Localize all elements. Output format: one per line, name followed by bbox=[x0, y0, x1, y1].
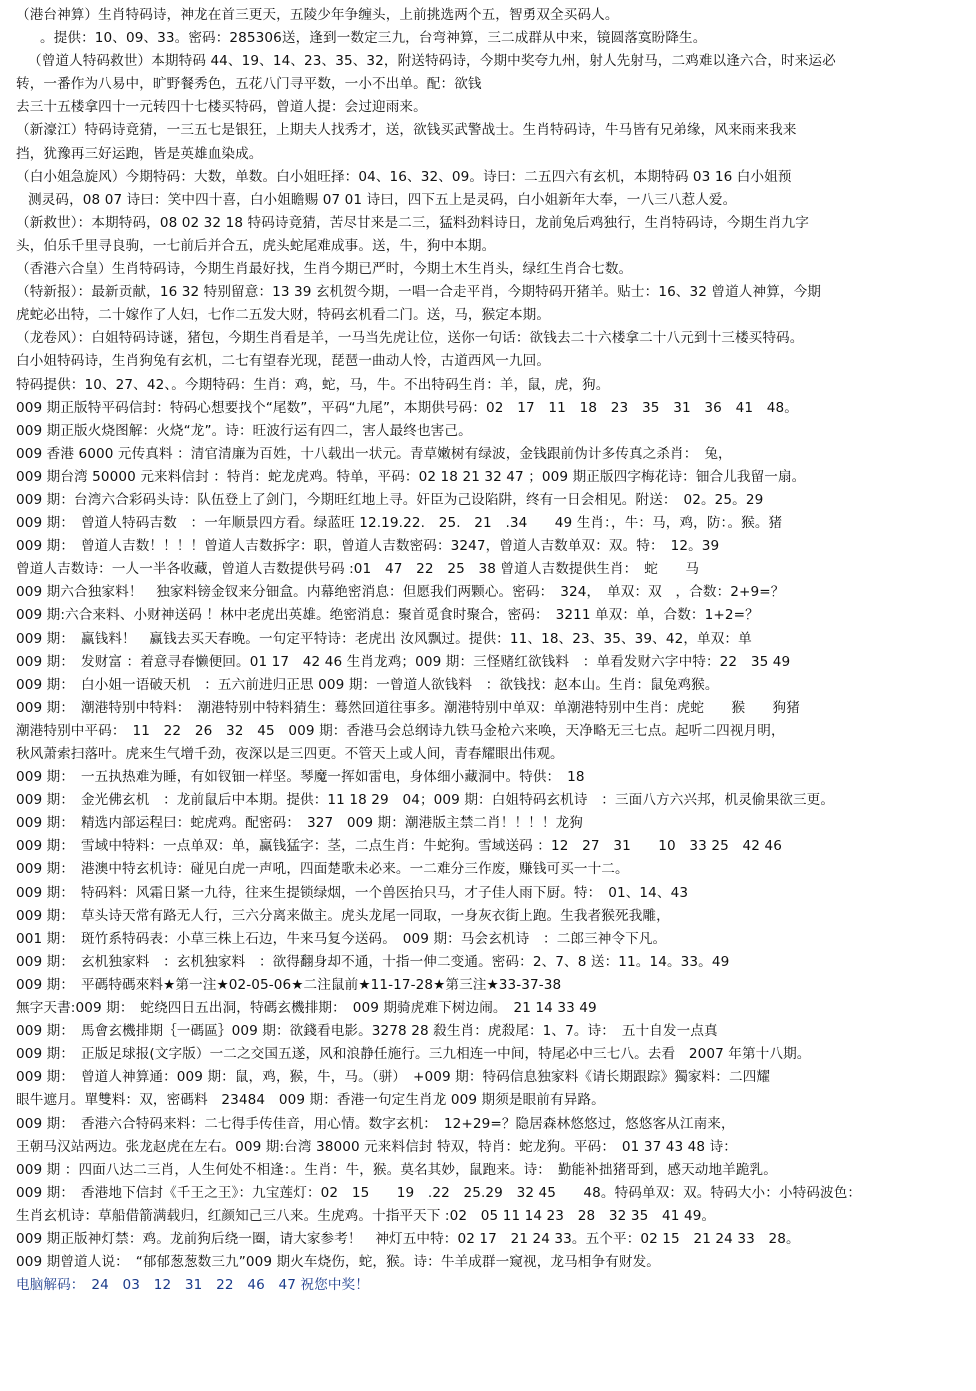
text-line: 009 期： 香港六合特码来料：二七得手传佳音，用心情。数字玄机： 12+29=？隐居森林悠悠过，悠悠客从江南来， bbox=[16, 1115, 735, 1132]
text-line: 009 期： 发财富 ：着意寻春懒便回。01 17 42 46 生肖龙鸡；009 期：三怪赌红欲钱料 ：单看发财六字中特：22 35 49 bbox=[16, 653, 791, 670]
text-line: 曾道人吉数诗：一人一半各收藏，曾道人吉数提供号码 :01 47 22 25 38 曾道人吉数提供生肖： 蛇 马 bbox=[16, 561, 700, 578]
text-line: 009 香港 6000 元传真料 ：清官清廉为百姓，十八载出一状元。青草嫩树有绿波，金钱跟前伪计多传真之杀肖： 兔， bbox=[16, 445, 732, 462]
text-line: 009 期台湾 50000 元来料信封 ：特肖：蛇龙虎鸡。特单，平码：02 18 21 32 47 ；009 期正版四字梅花诗：钿合儿我留一扇。 bbox=[16, 468, 806, 485]
text-line: 009 期： 金光佛玄机 ：龙前鼠后中本期。提供：11 18 29 04；009 期：白姐特码玄机诗 ：三面八方六兴邦，机灵偷果欲三更。 bbox=[16, 792, 835, 809]
text-line: 009 期正版神灯禁：鸡。龙前狗后绕一圈，请大家参考！ 神灯五中特：02 17 21 24 33。五个平：02 15 21 24 33 28。 bbox=[16, 1230, 800, 1247]
text-line: （新救世）：本期特码，08 02 32 18 特码诗竟猜，苦尽甘来是二三，猛料劲料诗日，龙前兔后鸡独行，生肖特码诗，今期生肖九字 bbox=[16, 214, 809, 231]
text-line: 無字天書:009 期： 蛇绕四日五出洞，特碼玄機排期： 009 期骑虎难下树边闹。 21 14 33 49 bbox=[16, 1000, 597, 1017]
text-line: （新濠江）特码诗竟猜，一三五七是银狂，上期夫人找秀才，送，欲钱买武警战士。生肖特码诗，牛马皆有兄弟缘，风来雨来我来 bbox=[16, 122, 797, 139]
text-line: 009 期： 赢钱料！ 赢钱去买天春晚。一句定平特诗：老虎出 汝风飘过。提供：11、18、23、35、39、42，单双：单 bbox=[16, 630, 752, 647]
text-line: 009 期： 平碼特碼來料★第一注★02-05-06★二注鼠前★11-17-28★第三注★33-37-38 bbox=[16, 976, 562, 993]
text-line: 009 期： 正版足球报(文字版）一二之交国五遂，风和浪静任施行。三九相连一中间，特尾必中三七八。去看 2007 年第十八期。 bbox=[16, 1046, 811, 1063]
text-line: 009 期曾道人说： “郁郁葱葱数三九”009 期火车烧伤，蛇，猴。诗：牛羊成群一窥视，龙马相争有财发。 bbox=[16, 1254, 660, 1271]
text-line: 009 期： 曾道人吉数！！！！曾道人吉数拆字：职，曾道人吉数密码：3247，曾道人吉数单双：双。特： 12。39 bbox=[16, 538, 720, 555]
text-line: （特新报）：最新贡献，16 32 特别留意：13 39 玄机贺今期，一唱一合走平肖，今期特码开猪羊。贴士：16、32 曾道人神算，今期 bbox=[16, 284, 821, 301]
text-line: 秋风萧索扫落叶。虎来生气增千劲，夜深以是三四更。不管天上或人间，青春耀眼出伟观。 bbox=[16, 746, 564, 762]
text-line: 009 期： 玄机独家料 ：玄机独家料 ：欲得翻身却不通，十指一伸二变通。密码：2、7、8 送：11。14。33。49 bbox=[16, 953, 730, 970]
text-line: 009 期： 特码料：风霜日紧一九待，往来生提锁绿烟，一个兽医抬只马，才子佳人雨下厨。特： 01、14、43 bbox=[16, 884, 689, 901]
decode-line: 电脑解码： 24 03 12 31 22 46 47 祝您中奖！ bbox=[16, 1277, 369, 1294]
text-line: 头，伯乐千里寻良驹，一七前后并合五，虎头蛇尾难成事。送，牛，狗中本期。 bbox=[16, 237, 496, 254]
text-line: 特码提供：10、27、42、。今期特码：生肖：鸡，蛇，马，牛。不出特码生肖：羊，鼠，虎，狗。 bbox=[16, 376, 610, 393]
text-line: 009 期： 港澳中特玄机诗：碰见白虎一声吼，四面楚歌未必来。一二难分三作废，赚钱可买一十二。 bbox=[16, 861, 629, 878]
text-line: 测灵码，08 07 诗曰：笑中四十喜，白小姐瞻赐 07 01 诗曰，四下五上是灵码，白小姐新年大奉，一八三八惹人爱。 bbox=[28, 191, 737, 208]
text-line: 挡，犹豫再三好运跑，皆是英雄血染成。 bbox=[16, 145, 263, 162]
text-line: 009 期： 曾道人特码吉数 ：一年顺景四方看。绿蓝旺 12.19.22. 25. 21 .34 49 生肖：，牛：马，鸡，防：。猴。猪 bbox=[16, 515, 783, 532]
text-line: 去三十五楼拿四十一元转四十七楼买特码，曾道人提：会过迎雨来。 bbox=[16, 99, 427, 116]
text-line: （香港六合皇）生肖特码诗，今期生肖最好找，生肖今期已严时，今期土木生肖头，绿红生肖合七数。 bbox=[16, 261, 633, 278]
text-line: 009 期： 潮港特别中特料： 潮港特别中特料猜生：蓦然回道往事多。潮港特别中单双：单潮港特别中生肖：虎蛇 猴 狗猪 bbox=[16, 699, 800, 716]
text-line: （港台神算）生肖特码诗，神龙在首三更天，五陵少年争缠头，上前挑选两个五，智勇双全买码人。 bbox=[16, 7, 619, 23]
text-line: 009 期： 曾道人神算通：009 期：鼠，鸡，猴，牛，马。（骈） +009 期：特码信息独家料《请长期跟踪》獨家料：二四耀 bbox=[16, 1069, 771, 1086]
text-line: （龙卷风）：白姐特码诗谜，猪包，今期生肖看是羊，一马当先虎让位，送你一句话：欲钱去二十六楼拿二十八元到十三楼买特码。 bbox=[16, 330, 804, 347]
text-line: 009 期： 精选内部运程曰：蛇虎鸡。配密码： 327 009 期：潮港版主禁二肖！！！！龙狗 bbox=[16, 815, 583, 832]
text-line: 001 期： 斑竹系特码表：小草三株上石边，牛来马复今送码。 009 期：马会玄机诗 ：二郎三神令下凡。 bbox=[16, 930, 667, 947]
text-line: 生肖玄机诗：草船借箭满载归，红颜知己三八来。生虎鸡。十指平天下 :02 05 11 14 23 28 32 35 41 49。 bbox=[16, 1207, 716, 1224]
text-line: 009 期正版火烧图解：火烧“龙”。诗：旺波行运有四二，害人最终也害己。 bbox=[16, 422, 472, 439]
text-line: 009 期： 草头诗天常有路无人行，三六分离来做主。虎头龙尾一同取，一身灰衣街上跑。生我者猴死我雕， bbox=[16, 907, 670, 924]
text-line: 009 期正版特平码信封：特码心想要找个“尾数”，平码“九尾”，本期供号码：02 17 11 18 23 35 31 36 41 48。 bbox=[16, 399, 798, 416]
text-line: 转，一番作为八易中，旷野餐秀色，五花八门寻平数，一小不出单。配：欲钱 bbox=[16, 76, 482, 93]
text-line: 009 期： 一五执热难为睡，有如钗钿一样坚。琴魔一挥如雷电，身体细小藏洞中。特供： 18 bbox=[16, 769, 585, 786]
text-line: 。提供：10、09、33。密码：285306送，逢到一数定三九，台弯神算，三二成群从中来，镜圆落寞盼降生。 bbox=[40, 30, 707, 47]
text-line: 009 期六合独家料！ 独家料镑金钗来分钿盒。内幕绝密消息：但愿我们两颗心。密码： 324， 单双：双 ，合数：2+9=？ bbox=[16, 584, 785, 601]
text-line: 白小姐特码诗，生肖狗兔有玄机，二七有望春光现，琵琶一曲动人怜，古道西风一九回。 bbox=[16, 353, 551, 370]
text-line: 009 期： 香港地下信封《千王之王》：九宝莲灯：02 15 19 .22 25.29 32 45 48。特码单双：双。特码大小：小特码波色： bbox=[16, 1184, 862, 1201]
text-line: 009 期： 雪域中特料：一点单双：单，赢钱猛字：茎，二点生肖：牛蛇狗。雪域送码 ：12 27 31 10 33 25 42 46 bbox=[16, 838, 782, 855]
text-line: 潮港特别中平码： 11 22 26 32 45 009 期：香港马会总纲诗九铁马金枪六来唤，天净略无三七点。起听二四视月明， bbox=[16, 722, 785, 739]
text-line: 009 期： 白小姐一语破天机 ：五六前进归正思 009 期：一曾道人欲钱料 ：欲钱找：赵本山。生肖：鼠兔鸡猴。 bbox=[16, 676, 719, 693]
text-line: 虎蛇必出特，二十嫁作了人妇，七作二五发大财，特码玄机看二门。送，马，猴定本期。 bbox=[16, 307, 551, 324]
text-line: 009 期： 馬會玄機排期｛一碼區｝009 期：欲錢看电影。3278 28 殺生肖：虎殺尾：1、7。诗： 五十自发一点真 bbox=[16, 1023, 718, 1040]
text-line: 009 期 ：四面八达二三肖，人生何处不相逢：。生肖：牛，猴。莫名其妙，鼠跑来。诗： 勤能补拙猪哥到，感天动地羊跪乳。 bbox=[16, 1161, 777, 1178]
text-line: 王朝马汉站两边。张龙赵虎在左右。009 期:台湾 38000 元来料信封 特双，特肖：蛇龙狗。平码： 01 37 43 48 诗： bbox=[16, 1138, 737, 1155]
text-line: 眼牛遮月。單雙料：双，密碼料 23484 009 期：香港一句定生肖龙 009 期须是眼前有异路。 bbox=[16, 1092, 605, 1109]
text-line: 009 期:六合来料、小财神送码 ！林中老虎出英雄。绝密消息：聚首觅食时聚合，密码： 3211 单双：单，合数：1+2=？ bbox=[16, 607, 759, 624]
text-line: （白小姐急旋风）今期特码：大数，单数。白小姐旺择：04、16、32、09。诗曰：二五四六有玄机，本期特码 03 16 白小姐预 bbox=[16, 168, 792, 185]
text-line: 009 期：台湾六合彩码头诗：队伍登上了剑门，今期旺红地上寻。奸臣为己设陷阱，终有一日会相见。附送： 02。25。29 bbox=[16, 491, 764, 508]
text-line: （曾道人特码救世）本期特码 44、19、14、23、35、32，附送特码诗，今期中奖夸九州，射人先射马，二鸡难以逢六合，时来运必 bbox=[28, 53, 836, 70]
